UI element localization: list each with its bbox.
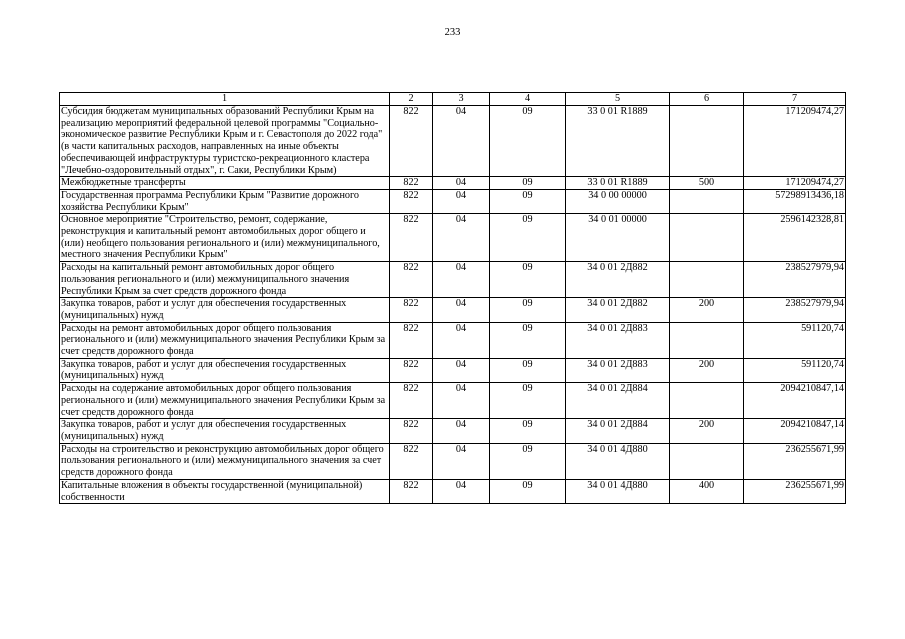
- target-article-code: 33 0 01 R1889: [566, 106, 670, 177]
- expense-type-code: 200: [670, 358, 744, 382]
- expense-type-code: 200: [670, 298, 744, 322]
- subsection-code: 09: [490, 443, 566, 479]
- expense-type-code: [670, 189, 744, 213]
- amount: 171209474,27: [744, 177, 846, 190]
- row-name: Государственная программа Республики Крым "Развитие дорожного хозяйства Республики Крым": [60, 189, 390, 213]
- target-article-code: 34 0 01 4Д880: [566, 479, 670, 503]
- table-row: [60, 106, 846, 177]
- table-row: [60, 383, 846, 419]
- row-name: Закупка товаров, работ и услуг для обеспечения государственных (муниципальных) нужд: [60, 419, 390, 443]
- row-name: Закупка товаров, работ и услуг для обеспечения государственных (муниципальных) нужд: [60, 298, 390, 322]
- expense-type-code: [670, 383, 744, 419]
- subsection-code: 09: [490, 298, 566, 322]
- section-code: 04: [433, 214, 490, 262]
- subsection-code: 09: [490, 322, 566, 358]
- row-name: Расходы на содержание автомобильных дорог общего пользования регионального и (или) межмуниципального значения Республики Крым за счет средств дорожного фонда: [60, 383, 390, 419]
- subsection-code: 09: [490, 262, 566, 298]
- target-article-code: 34 0 01 2Д882: [566, 298, 670, 322]
- target-article-code: 34 0 01 4Д880: [566, 443, 670, 479]
- column-header-4: 4: [490, 93, 566, 106]
- expense-type-code: [670, 322, 744, 358]
- expense-type-code: [670, 443, 744, 479]
- amount: 57298913436,18: [744, 189, 846, 213]
- column-header-2: 2: [390, 93, 433, 106]
- target-article-code: 34 0 01 2Д883: [566, 358, 670, 382]
- section-code: 04: [433, 322, 490, 358]
- row-name: Основное мероприятие "Строительство, ремонт, содержание, реконструкция и капитальный ремонт автомобильных дорог общего и (или) необщего пользования регионального и (или) межмуниципального, местного значения Республики Крым": [60, 214, 390, 262]
- row-name: Закупка товаров, работ и услуг для обеспечения государственных (муниципальных) нужд: [60, 358, 390, 382]
- target-article-code: 34 0 01 2Д884: [566, 419, 670, 443]
- ministry-code: 822: [390, 322, 433, 358]
- ministry-code: 822: [390, 358, 433, 382]
- row-name: Расходы на ремонт автомобильных дорог общего пользования регионального и (или) межмуниципального значения Республики Крым за счет средств дорожного фонда: [60, 322, 390, 358]
- subsection-code: 09: [490, 383, 566, 419]
- section-code: 04: [433, 419, 490, 443]
- section-code: 04: [433, 177, 490, 190]
- target-article-code: 34 0 01 2Д882: [566, 262, 670, 298]
- expense-type-code: 400: [670, 479, 744, 503]
- section-code: 04: [433, 443, 490, 479]
- table-row: [60, 298, 846, 322]
- table-row: [60, 479, 846, 503]
- section-code: 04: [433, 106, 490, 177]
- row-name: Субсидия бюджетам муниципальных образований Республики Крым на реализацию мероприятий федеральной целевой программы "Социально-экономическое развитие Республики Крым и г. Севастополя до 2022 года" (в части капитальных расходов, направленных на иные объекты обеспечивающей инфраструктуры туристско-рекреационного кластера "Лечебно-оздоровительный отдых", г. Саки, Республики Крым): [60, 106, 390, 177]
- amount: 238527979,94: [744, 262, 846, 298]
- ministry-code: 822: [390, 419, 433, 443]
- column-header-5: 5: [566, 93, 670, 106]
- column-number-row: [60, 93, 846, 106]
- target-article-code: 34 0 01 2Д883: [566, 322, 670, 358]
- table-row: [60, 419, 846, 443]
- column-header-6: 6: [670, 93, 744, 106]
- amount: 2596142328,81: [744, 214, 846, 262]
- amount: 171209474,27: [744, 106, 846, 177]
- section-code: 04: [433, 358, 490, 382]
- ministry-code: 822: [390, 383, 433, 419]
- target-article-code: 33 0 01 R1889: [566, 177, 670, 190]
- section-code: 04: [433, 479, 490, 503]
- page-number: 233: [444, 27, 461, 38]
- ministry-code: 822: [390, 214, 433, 262]
- target-article-code: 34 0 00 00000: [566, 189, 670, 213]
- table-row: [60, 322, 846, 358]
- ministry-code: 822: [390, 177, 433, 190]
- subsection-code: 09: [490, 358, 566, 382]
- table-row: [60, 177, 846, 190]
- amount: 2094210847,14: [744, 419, 846, 443]
- row-name: Капитальные вложения в объекты государственной (муниципальной) собственности: [60, 479, 390, 503]
- column-header-7: 7: [744, 93, 846, 106]
- amount: 591120,74: [744, 358, 846, 382]
- ministry-code: 822: [390, 298, 433, 322]
- subsection-code: 09: [490, 419, 566, 443]
- row-name: Расходы на капитальный ремонт автомобильных дорог общего пользования регионального и (или) межмуниципального значения Республики Крым за счет средств дорожного фонда: [60, 262, 390, 298]
- amount: 2094210847,14: [744, 383, 846, 419]
- ministry-code: 822: [390, 479, 433, 503]
- target-article-code: 34 0 01 2Д884: [566, 383, 670, 419]
- section-code: 04: [433, 298, 490, 322]
- subsection-code: 09: [490, 177, 566, 190]
- column-header-1: 1: [60, 93, 390, 106]
- expense-type-code: 500: [670, 177, 744, 190]
- expense-type-code: [670, 262, 744, 298]
- section-code: 04: [433, 383, 490, 419]
- subsection-code: 09: [490, 106, 566, 177]
- row-name: Межбюджетные трансферты: [60, 177, 390, 190]
- expense-type-code: 200: [670, 419, 744, 443]
- target-article-code: 34 0 01 00000: [566, 214, 670, 262]
- amount: 591120,74: [744, 322, 846, 358]
- amount: 238527979,94: [744, 298, 846, 322]
- table-row: [60, 443, 846, 479]
- subsection-code: 09: [490, 189, 566, 213]
- column-header-3: 3: [433, 93, 490, 106]
- table-row: [60, 214, 846, 262]
- amount: 236255671,99: [744, 443, 846, 479]
- budget-table: [59, 92, 846, 504]
- ministry-code: 822: [390, 106, 433, 177]
- table-row: [60, 262, 846, 298]
- ministry-code: 822: [390, 189, 433, 213]
- subsection-code: 09: [490, 214, 566, 262]
- table-row: [60, 358, 846, 382]
- expense-type-code: [670, 214, 744, 262]
- amount: 236255671,99: [744, 479, 846, 503]
- ministry-code: 822: [390, 443, 433, 479]
- row-name: Расходы на строительство и реконструкцию автомобильных дорог общего пользования регионального и (или) межмуниципального значения за счет средств дорожного фонда: [60, 443, 390, 479]
- section-code: 04: [433, 189, 490, 213]
- ministry-code: 822: [390, 262, 433, 298]
- subsection-code: 09: [490, 479, 566, 503]
- table-row: [60, 189, 846, 213]
- expense-type-code: [670, 106, 744, 177]
- section-code: 04: [433, 262, 490, 298]
